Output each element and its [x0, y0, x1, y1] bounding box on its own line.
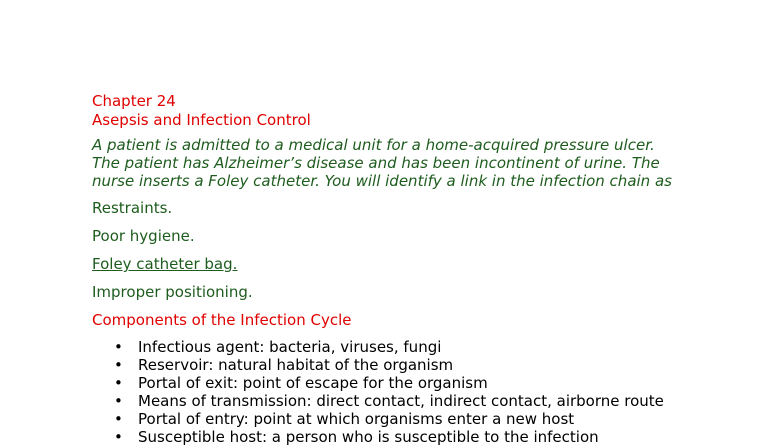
question-text [92, 136, 772, 190]
list-item-text: Means of transmission: direct contact, indirect contact, airborne route [138, 392, 664, 410]
answer-option-improper-positioning[interactable]: Improper positioning. [92, 283, 253, 301]
bullet-icon: • [114, 356, 123, 374]
question-line: nurse inserts a Foley catheter. You will identify a link in the infection chain as [92, 172, 672, 190]
list-item-text: Susceptible host: a person who is susceptible to the infection [138, 428, 599, 446]
list-item [92, 410, 772, 428]
list-item [92, 374, 772, 392]
list-item-text: Infectious agent: bacteria, viruses, fungi [138, 338, 442, 356]
slide-content [92, 92, 772, 446]
answer-option-restraints[interactable]: Restraints. [92, 199, 173, 217]
bullet-icon: • [114, 374, 123, 392]
bullet-icon: • [114, 338, 123, 356]
list-item [92, 428, 772, 446]
page-title: Asepsis and Infection Control [92, 111, 311, 129]
list-item [92, 392, 772, 410]
section-heading: Components of the Infection Cycle [92, 311, 352, 329]
question-line: A patient is admitted to a medical unit for a home-acquired pressure ulcer. [92, 136, 655, 154]
bullet-icon: • [114, 410, 123, 428]
list-item [92, 356, 772, 374]
answer-option-poor-hygiene[interactable]: Poor hygiene. [92, 227, 195, 245]
chapter-label: Chapter 24 [92, 92, 176, 110]
list-item [92, 338, 772, 356]
infection-cycle-list [92, 338, 772, 446]
list-item-text: Reservoir: natural habitat of the organism [138, 356, 454, 374]
bullet-icon: • [114, 428, 123, 446]
answer-option-foley-catheter-bag[interactable]: Foley catheter bag. [92, 255, 238, 273]
bullet-icon: • [114, 392, 123, 410]
question-line: The patient has Alzheimer’s disease and has been incontinent of urine. The [92, 154, 660, 172]
list-item-text: Portal of entry: point at which organisms enter a new host [138, 410, 575, 428]
list-item-text: Portal of exit: point of escape for the organism [138, 374, 488, 392]
